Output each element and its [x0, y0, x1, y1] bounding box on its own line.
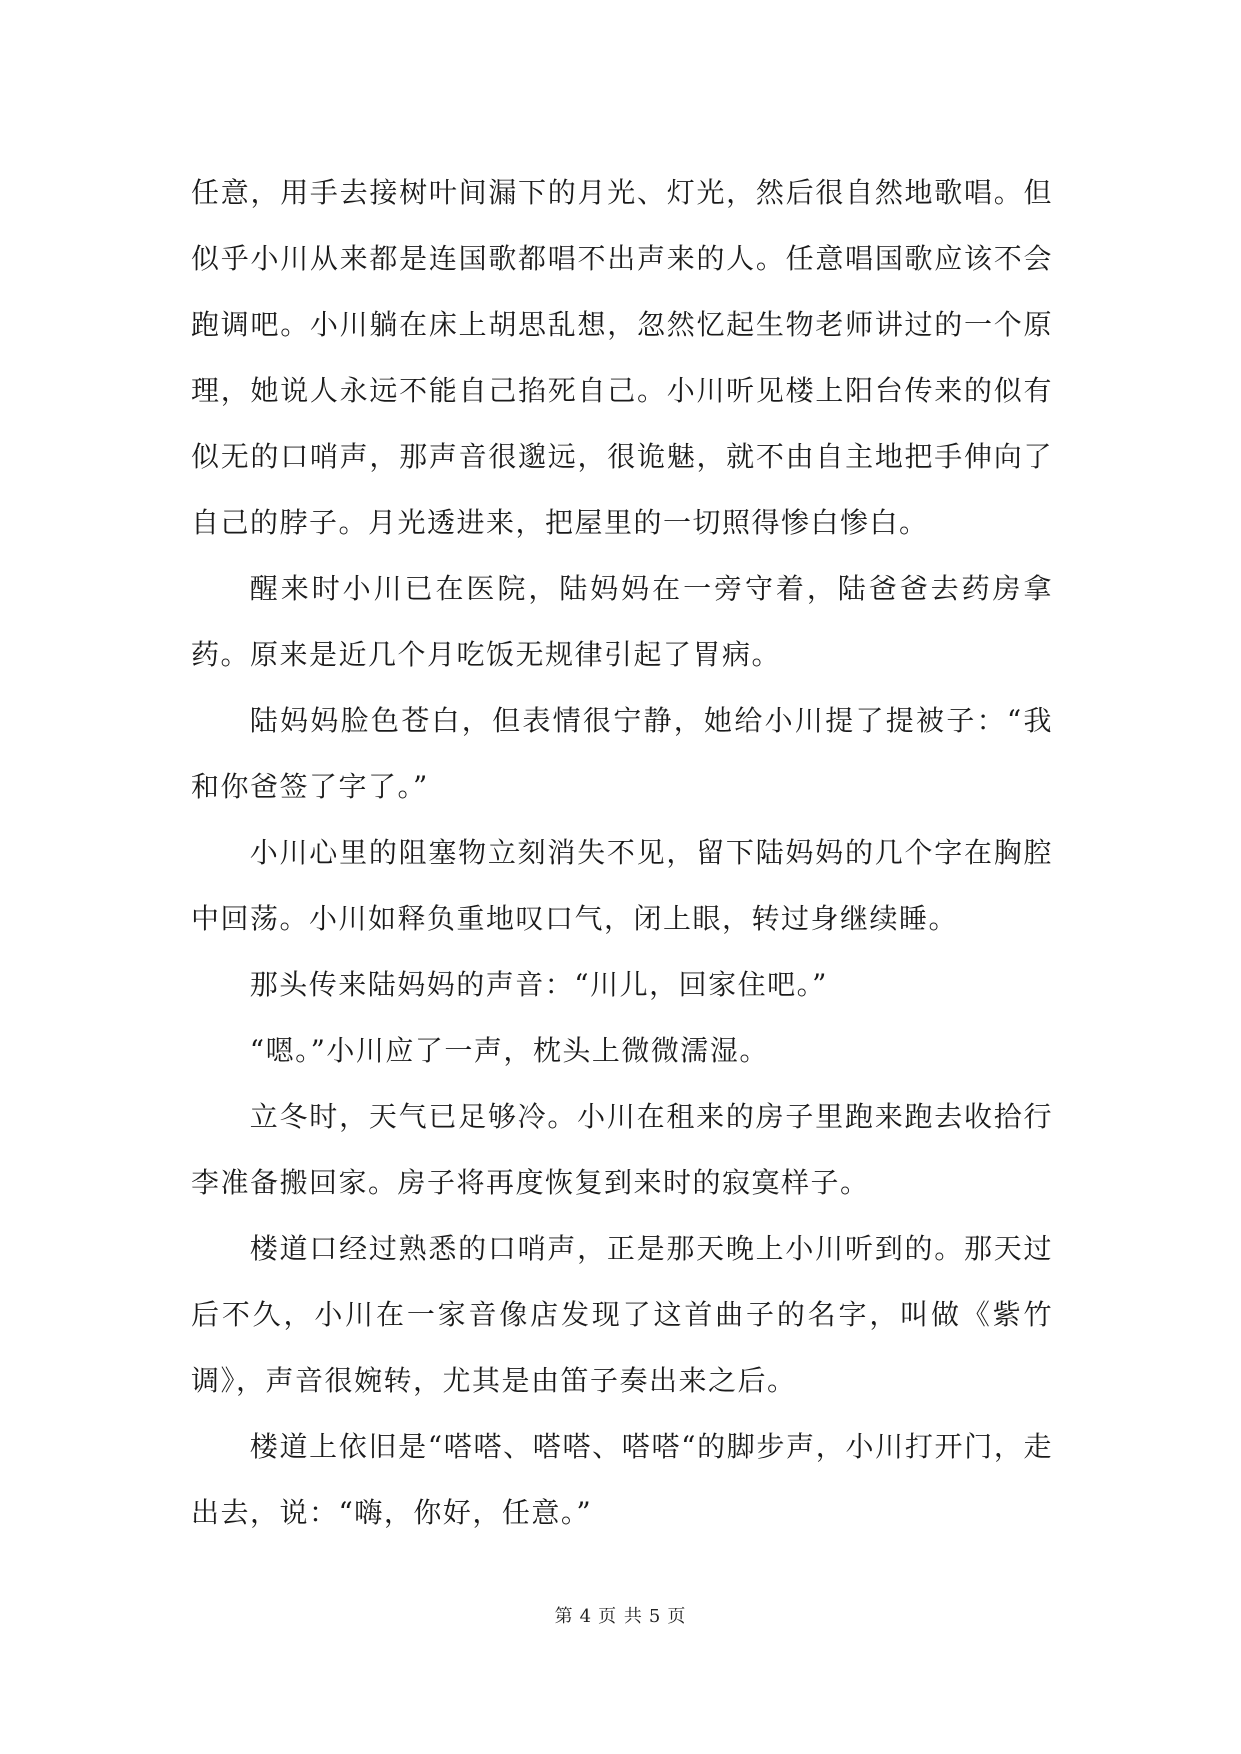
footer-current-page: 4 — [579, 1606, 593, 1627]
footer-middle: 页 共 — [598, 1606, 643, 1627]
body-text — [191, 160, 1053, 1546]
paragraph-3: 陆妈妈脸色苍白，但表情很宁静，她给小川提了提被子：“我和你爸签了字了。” — [191, 704, 1053, 803]
paragraph-9: 楼道上依旧是“嗒嗒、嗒嗒、嗒嗒“的脚步声，小川打开门，走出去，说：“嗨，你好，任意。” — [191, 1430, 1053, 1529]
paragraph-7: 立冬时，天气已足够冷。小川在租来的房子里跑来跑去收拾行李准备搬回家。房子将再度恢复到来时的寂寞样子。 — [191, 1100, 1053, 1199]
paragraph-6: “嗯。”小川应了一声，枕头上微微濡湿。 — [249, 1034, 769, 1067]
paragraph-8: 楼道口经过熟悉的口哨声，正是那天晚上小川听到的。那天过后不久，小川在一家音像店发现了这首曲子的名字，叫做《紫竹调》，声音很婉转，尤其是由笛子奏出来之后。 — [191, 1232, 1053, 1397]
footer-prefix: 第 — [554, 1606, 574, 1627]
paragraph-5: 那头传来陆妈妈的声音：“川儿，回家住吧。” — [249, 968, 828, 1001]
footer-suffix: 页 — [667, 1606, 687, 1627]
paragraph-1: 任意，用手去接树叶间漏下的月光、灯光，然后很自然地歌唱。但似乎小川从来都是连国歌都唱不出声来的人。任意唱国歌应该不会跑调吧。小川躺在床上胡思乱想，忽然忆起生物老师讲过的一个原理，她说人永远不能自己掐死自己。小川听见楼上阳台传来的似有似无的口哨声，那声音很邈远，很诡魅，就不由自主地把手伸向了自己的脖子。月光透进来，把屋里的一切照得惨白惨白。 — [191, 176, 1053, 539]
paragraph-4: 小川心里的阻塞物立刻消失不见，留下陆妈妈的几个字在胸腔中回荡。小川如释负重地叹口气，闭上眼，转过身继续睡。 — [191, 836, 1053, 935]
footer-total-pages: 5 — [648, 1606, 662, 1627]
page-footer — [0, 1602, 1241, 1628]
paragraph-2: 醒来时小川已在医院，陆妈妈在一旁守着，陆爸爸去药房拿药。原来是近几个月吃饭无规律引起了胃病。 — [191, 572, 1053, 671]
